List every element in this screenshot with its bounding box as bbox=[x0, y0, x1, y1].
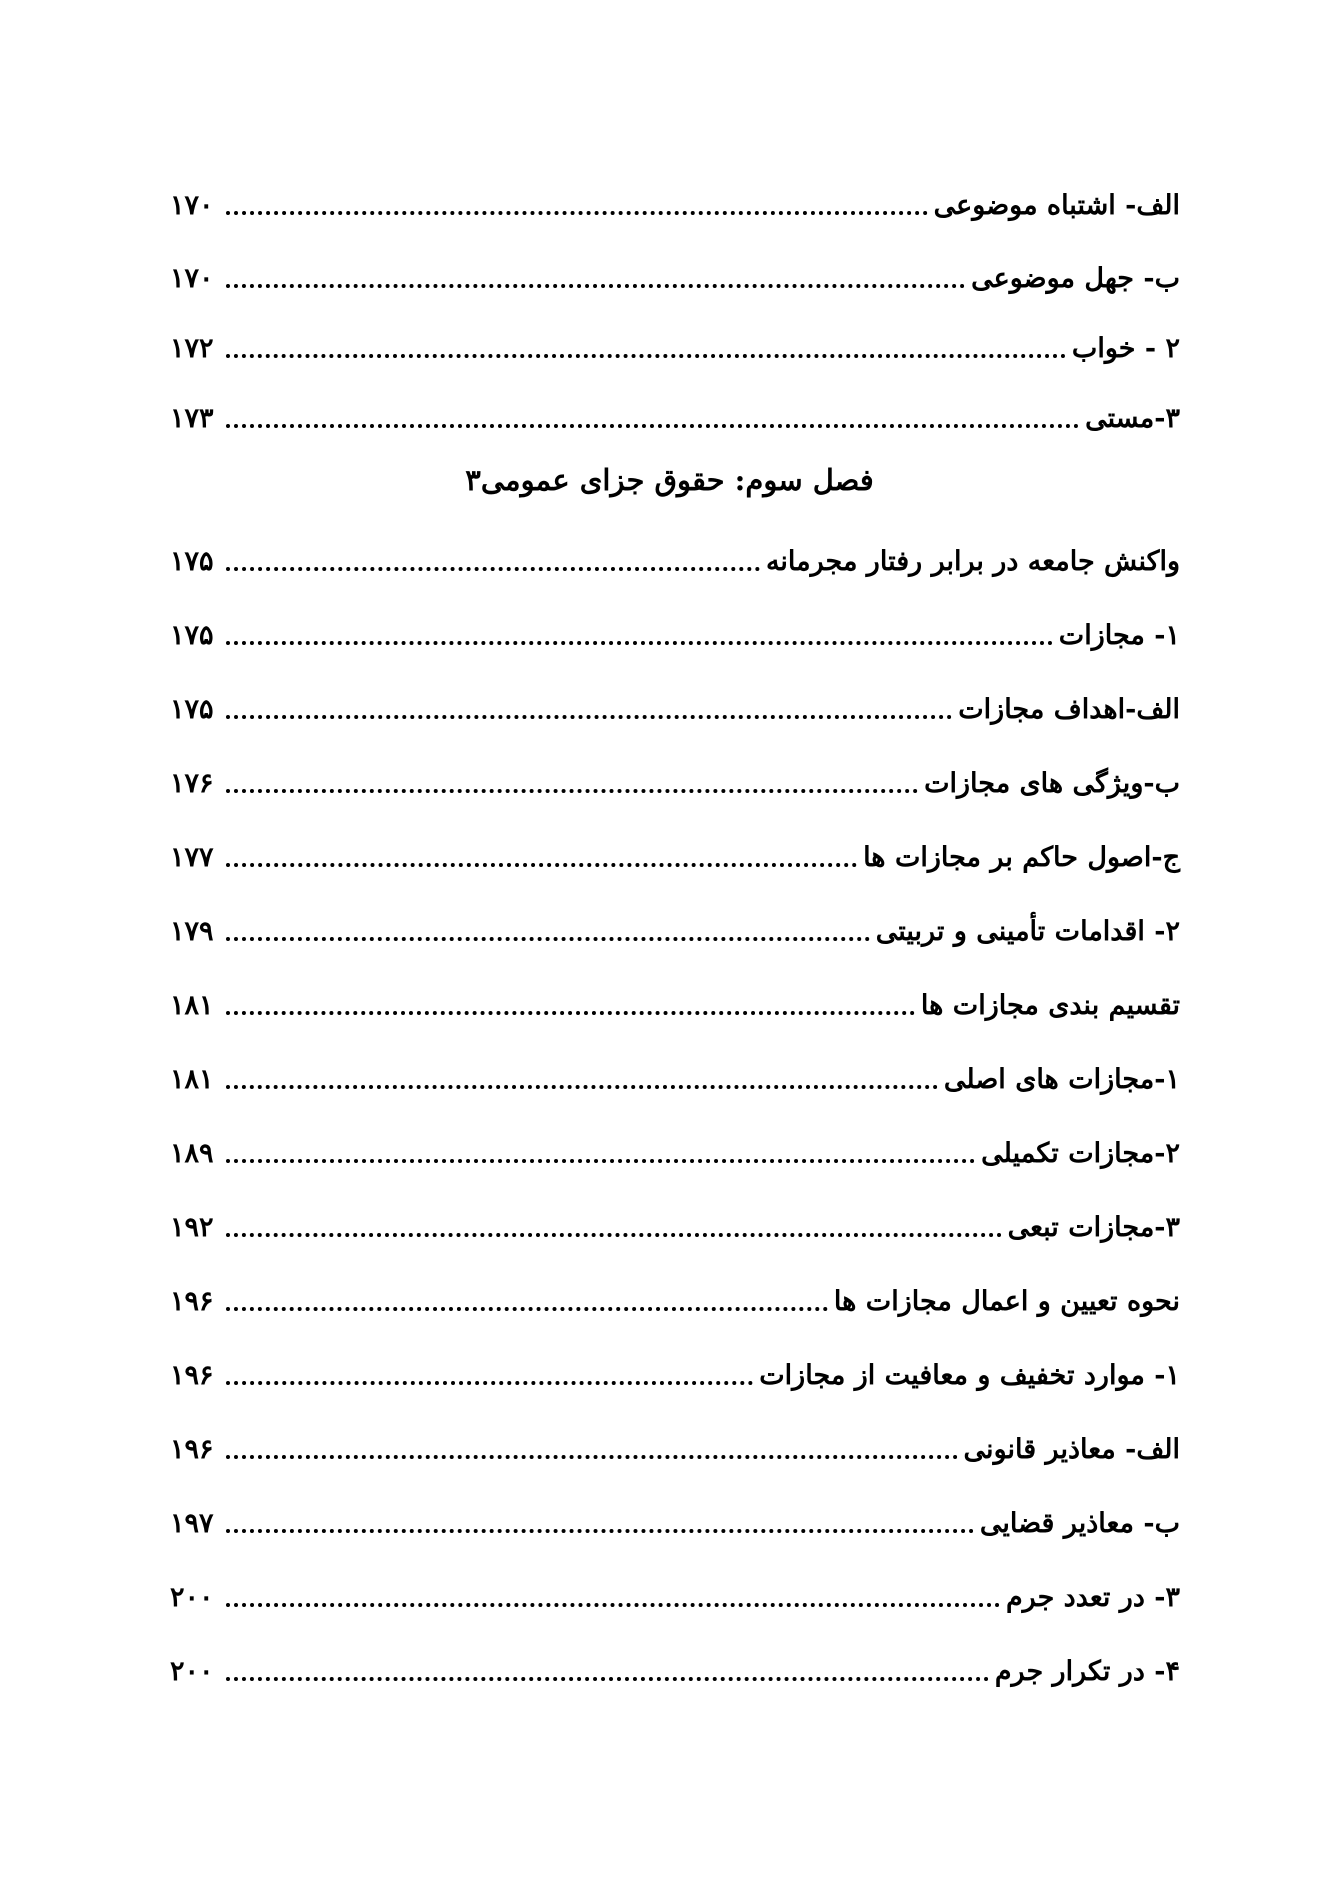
toc-entry-title: ۲ - خواب bbox=[1071, 333, 1180, 364]
dot-leader bbox=[226, 641, 1053, 645]
toc-entry-page: ۱۷۰ bbox=[170, 190, 214, 221]
toc-entry bbox=[170, 1498, 1180, 1542]
toc-entry bbox=[170, 1276, 1180, 1320]
toc-entry-page: ۱۷۵ bbox=[170, 546, 214, 577]
toc-entry-title: ۱- موارد تخفیف و معافیت از مجازات bbox=[759, 1360, 1180, 1391]
dot-leader bbox=[226, 1011, 915, 1015]
toc-entry-title: ب- جهل موضوعی bbox=[971, 263, 1180, 294]
toc-entry-page: ۱۸۹ bbox=[170, 1138, 214, 1169]
dot-leader bbox=[226, 424, 1079, 428]
toc-entry-page: ۱۷۹ bbox=[170, 916, 214, 947]
dot-leader bbox=[226, 1307, 828, 1311]
toc-entry-page: ۱۷۵ bbox=[170, 620, 214, 651]
dot-leader bbox=[226, 567, 760, 571]
dot-leader bbox=[226, 211, 928, 215]
dot-leader bbox=[226, 937, 870, 941]
toc-entry bbox=[170, 832, 1180, 876]
toc-entry-title: ب- معاذیر قضایی bbox=[979, 1508, 1180, 1539]
toc-entry bbox=[170, 684, 1180, 728]
toc-entry bbox=[170, 1572, 1180, 1616]
toc-entry-page: ۱۷۳ bbox=[170, 403, 214, 434]
toc-entry bbox=[170, 758, 1180, 802]
toc-entry-title: ۳-مستی bbox=[1085, 403, 1180, 434]
toc-entry-title: ج-اصول حاکم بر مجازات ها bbox=[863, 842, 1180, 873]
dot-leader bbox=[226, 789, 918, 793]
toc-entry bbox=[170, 980, 1180, 1024]
toc-entry bbox=[170, 323, 1180, 367]
dot-leader bbox=[226, 863, 857, 867]
toc-entry-title: نحوه تعیین و اعمال مجازات ها bbox=[833, 1286, 1180, 1317]
toc-entry-title: ۳- در تعدد جرم bbox=[1005, 1582, 1180, 1613]
toc-entry bbox=[170, 1054, 1180, 1098]
toc-entry-page: ۱۹۶ bbox=[170, 1360, 214, 1391]
dot-leader bbox=[226, 1677, 989, 1681]
toc-entry-page: ۱۹۶ bbox=[170, 1434, 214, 1465]
dot-leader bbox=[226, 715, 952, 719]
toc-entry-page: ۱۹۲ bbox=[170, 1212, 214, 1243]
toc-entry-title: الف- اشتباه موضوعی bbox=[933, 190, 1180, 221]
toc-entry bbox=[170, 906, 1180, 950]
toc-entry-title: ۲-مجازات تکمیلی bbox=[981, 1138, 1180, 1169]
dot-leader bbox=[226, 354, 1066, 358]
dot-leader bbox=[226, 1233, 1002, 1237]
toc-entry-title: ۱- مجازات bbox=[1058, 620, 1180, 651]
dot-leader bbox=[226, 1085, 938, 1089]
toc-entry-title: ۳-مجازات تبعی bbox=[1007, 1212, 1180, 1243]
toc-entry bbox=[170, 1424, 1180, 1468]
dot-leader bbox=[226, 1381, 753, 1385]
chapter-heading: فصل سوم: حقوق جزای عمومی۳ bbox=[465, 463, 874, 497]
toc-entry bbox=[170, 610, 1180, 654]
toc-entry bbox=[170, 1646, 1180, 1690]
toc-entry-page: ۱۷۰ bbox=[170, 263, 214, 294]
toc-entry bbox=[170, 180, 1180, 224]
toc-entry-title: الف- معاذیر قانونی bbox=[963, 1434, 1180, 1465]
toc-entry-page: ۲۰۰ bbox=[170, 1656, 214, 1687]
toc-entry-page: ۱۹۷ bbox=[170, 1508, 214, 1539]
toc-entry-title: ۱-مجازات های اصلی bbox=[943, 1064, 1180, 1095]
toc-entry-title: تقسیم بندی مجازات ها bbox=[920, 990, 1180, 1021]
dot-leader bbox=[226, 1159, 975, 1163]
toc-entry-title: واکنش جامعه در برابر رفتار مجرمانه bbox=[765, 546, 1180, 577]
toc-entry-page: ۲۰۰ bbox=[170, 1582, 214, 1613]
toc-entry-title: ۴- در تکرار جرم bbox=[994, 1656, 1180, 1687]
toc-entry bbox=[170, 1128, 1180, 1172]
toc-entry bbox=[170, 1202, 1180, 1246]
toc-entry-page: ۱۷۷ bbox=[170, 842, 214, 873]
toc-entry-title: الف-اهداف مجازات bbox=[958, 694, 1180, 725]
toc-entry-title: ۲- اقدامات تأمینی و تربیتی bbox=[875, 916, 1180, 947]
toc-entry bbox=[170, 253, 1180, 297]
toc-entry bbox=[170, 536, 1180, 580]
dot-leader bbox=[226, 284, 965, 288]
dot-leader bbox=[226, 1529, 974, 1533]
toc-entry-page: ۱۹۶ bbox=[170, 1286, 214, 1317]
toc-entry-page: ۱۷۶ bbox=[170, 768, 214, 799]
dot-leader bbox=[226, 1603, 1000, 1607]
dot-leader bbox=[226, 1455, 958, 1459]
toc-entry-page: ۱۷۲ bbox=[170, 333, 214, 364]
toc-entry-page: ۱۷۵ bbox=[170, 694, 214, 725]
toc-entry-page: ۱۸۱ bbox=[170, 990, 214, 1021]
toc-entry bbox=[170, 1350, 1180, 1394]
toc-entry-title: ب-ویژگی های مجازات bbox=[924, 768, 1180, 799]
toc-entry bbox=[170, 393, 1180, 437]
toc-entry-page: ۱۸۱ bbox=[170, 1064, 214, 1095]
